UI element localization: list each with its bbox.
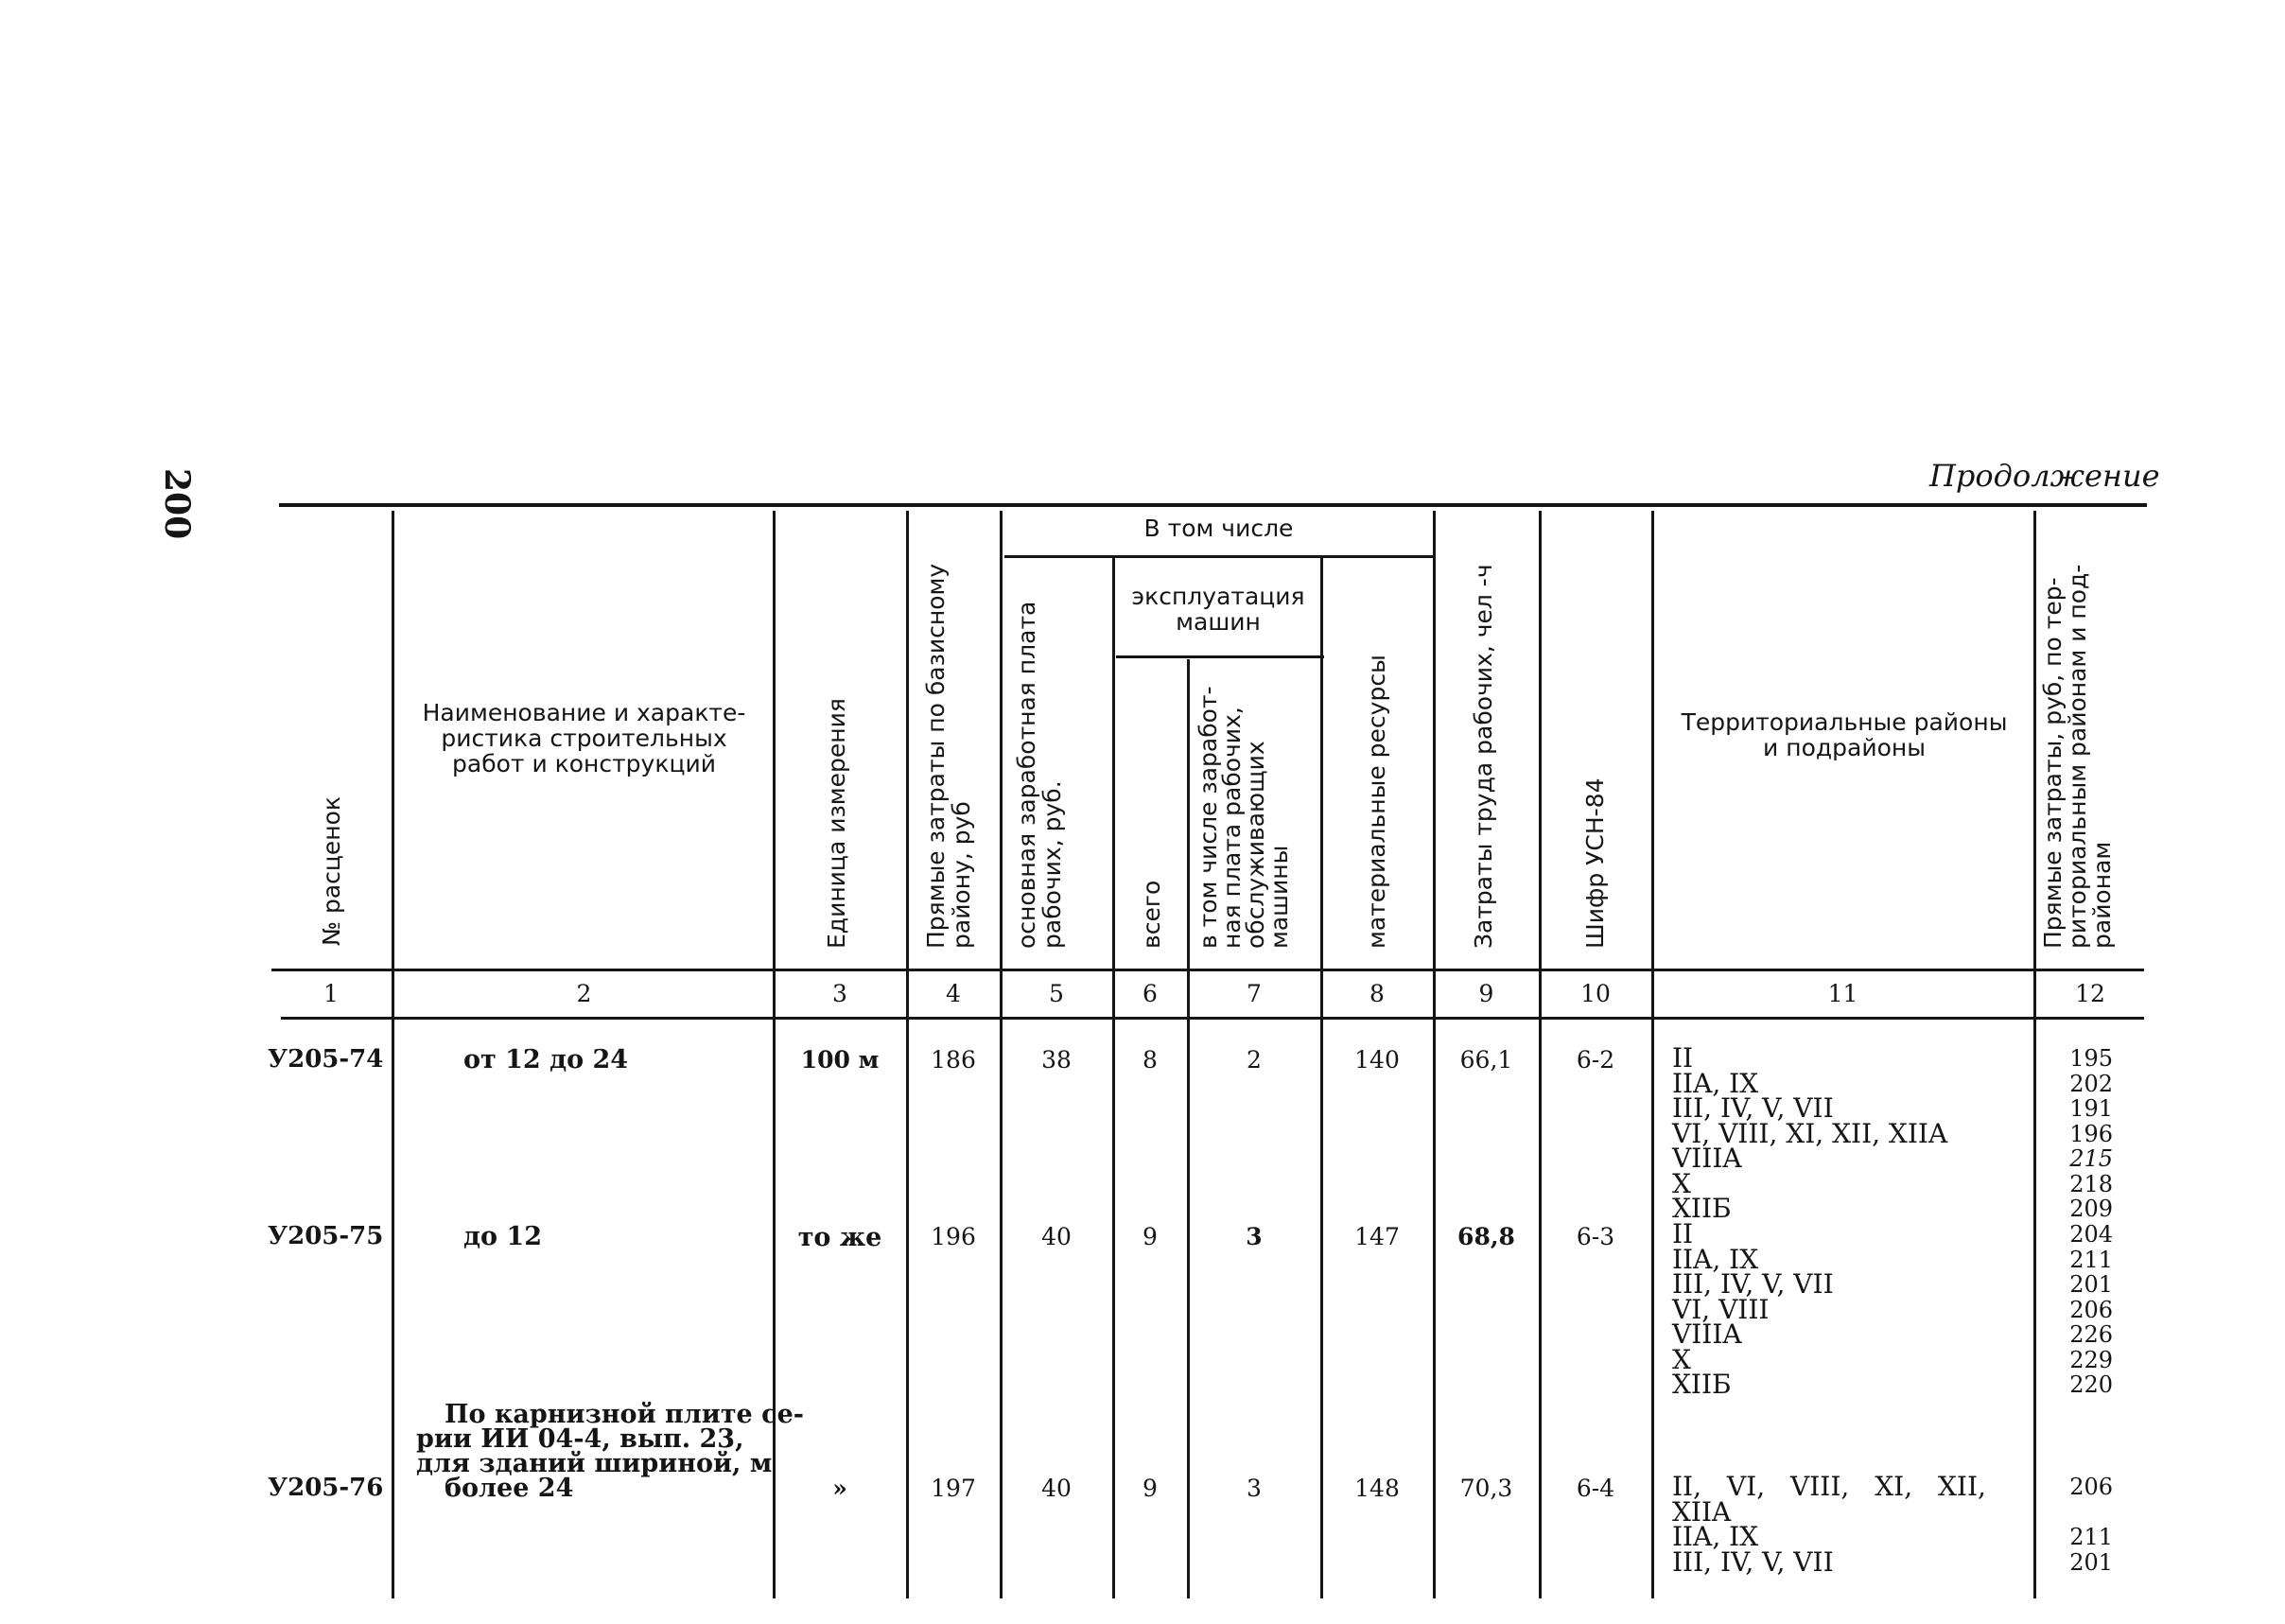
list-item: 220	[2069, 1371, 2113, 1398]
list-item: II	[1672, 1042, 1694, 1074]
row-wages: 40	[1041, 1475, 1072, 1502]
row-unit: 100 м	[800, 1046, 880, 1074]
header-machines-title: эксплуатация машин	[1131, 583, 1305, 636]
list-item: 226	[2069, 1321, 2113, 1348]
row-cipher: 6-4	[1576, 1475, 1615, 1502]
col-number-10: 10	[1580, 980, 1611, 1007]
row-unit: то же	[797, 1223, 882, 1252]
col-number-4: 4	[946, 980, 961, 1007]
col-divider-10	[1651, 511, 1654, 1598]
list-item: 209	[2069, 1196, 2113, 1222]
header-col10: Шифр УСН-84	[1581, 777, 1609, 949]
list-item: IIA, IX	[1672, 1243, 1759, 1275]
row-regions	[1672, 1042, 1948, 1224]
col-number-6: 6	[1142, 980, 1158, 1007]
col-number-7: 7	[1247, 980, 1262, 1007]
header-col5: основная заработная плата рабочих, руб.	[1013, 601, 1066, 949]
list-item: 218	[2069, 1170, 2113, 1197]
col-divider-5	[1112, 558, 1115, 1598]
list-item: III, IV, V, VII	[1672, 1268, 1834, 1300]
group-rule	[1004, 555, 1435, 558]
header-col8: материальные ресурсы	[1363, 655, 1390, 949]
continuation-label: Продолжение	[1929, 458, 2160, 494]
list-item: II, VI, VIII, XI, XII,	[1672, 1471, 1986, 1502]
list-item: III, IV, V, VII	[1672, 1092, 1834, 1124]
list-item: XIIБ	[1672, 1193, 1732, 1224]
row-materials: 148	[1354, 1475, 1400, 1502]
row-machines-wages: 3	[1246, 1223, 1263, 1250]
row-name: от 12 до 24	[463, 1045, 629, 1074]
col-divider-1	[392, 511, 394, 1598]
row-cipher: 6-2	[1576, 1046, 1615, 1074]
header-group-title: В том числе	[1143, 515, 1294, 542]
list-item: 211	[2069, 1246, 2113, 1273]
row-region-costs	[2043, 1475, 2113, 1575]
header-bottom-rule	[271, 969, 2144, 971]
row-materials: 140	[1354, 1046, 1400, 1074]
row-code: У205-76	[268, 1474, 384, 1502]
list-item: 191	[2069, 1095, 2113, 1122]
header-col6: всего	[1138, 880, 1165, 949]
list-item: VI, VIII, XI, XII, XIIA	[1672, 1117, 1948, 1149]
list-item: X	[1672, 1343, 1691, 1375]
row-direct-cost: 197	[931, 1475, 976, 1502]
row-direct-cost: 196	[931, 1223, 976, 1250]
list-item: 211	[2069, 1524, 2113, 1550]
header-col2: Наименование и характе- ристика строительных работ и конструкций	[422, 699, 746, 777]
row-direct-cost: 186	[931, 1046, 976, 1074]
row-name: По карнизной плите се- рии ИИ 04-4, вып. 23, для зданий шириной, м более 24	[416, 1400, 804, 1503]
header-col12: Прямые затраты, руб, по тер- риториальным районам и под- районам	[2039, 564, 2116, 949]
row-machines-total: 9	[1142, 1475, 1158, 1502]
header-col11: Территориальные районы и подрайоны	[1681, 708, 2008, 761]
col-number-12: 12	[2075, 980, 2105, 1007]
list-item: III, IV, V, VII	[1672, 1545, 1834, 1578]
list-item: XIIA	[1672, 1495, 1732, 1528]
col-number-5: 5	[1049, 980, 1064, 1007]
row-machines-total: 8	[1142, 1046, 1158, 1074]
list-item: 206	[2069, 1474, 2113, 1500]
list-item: II	[1672, 1218, 1694, 1249]
list-item: X	[1672, 1167, 1691, 1199]
row-cipher: 6-3	[1576, 1223, 1615, 1250]
row-unit: »	[832, 1475, 847, 1502]
list-item: VIIIA	[1672, 1318, 1742, 1350]
row-wages: 40	[1041, 1223, 1072, 1250]
list-item: XIIБ	[1672, 1369, 1732, 1400]
col-divider-7	[1320, 558, 1323, 1598]
machines-rule	[1116, 655, 1324, 658]
list-item: 195	[2069, 1045, 2113, 1072]
col-number-1: 1	[323, 980, 339, 1007]
row-code: У205-75	[268, 1222, 384, 1250]
list-item	[2043, 1500, 2113, 1526]
list-item: VI, VIII	[1672, 1293, 1770, 1325]
row-machines-wages: 2	[1247, 1046, 1262, 1074]
table-top-rule	[279, 503, 2147, 507]
header-col1: № расценок	[318, 795, 345, 946]
list-item: 201	[2069, 1271, 2113, 1298]
row-region-costs	[2043, 1222, 2113, 1398]
list-item: 202	[2069, 1070, 2113, 1097]
row-regions	[1672, 1471, 1986, 1578]
row-labor: 70,3	[1459, 1475, 1513, 1502]
list-item: IIA, IX	[1672, 1521, 1759, 1552]
row-labor: 66,1	[1459, 1046, 1513, 1074]
col-number-3: 3	[832, 980, 847, 1007]
header-col4: Прямые затраты по базисному району, руб	[922, 563, 975, 949]
col-number-8: 8	[1369, 980, 1385, 1007]
row-name: до 12	[463, 1222, 542, 1251]
list-item: 215	[2069, 1145, 2113, 1172]
row-machines-wages: 3	[1247, 1475, 1262, 1502]
list-item: 204	[2069, 1221, 2113, 1248]
page-number: 200	[157, 468, 197, 540]
list-item: 229	[2069, 1346, 2113, 1373]
numbers-bottom-rule	[281, 1017, 2144, 1020]
row-wages: 38	[1041, 1046, 1072, 1074]
row-machines-total: 9	[1142, 1223, 1158, 1250]
col-number-9: 9	[1478, 980, 1494, 1007]
row-code: У205-74	[268, 1045, 384, 1074]
col-divider-6	[1187, 659, 1190, 1598]
header-col9: Затраты труда рабочих, чел -ч	[1470, 564, 1497, 949]
list-item: VIIIA	[1672, 1143, 1742, 1174]
row-regions	[1672, 1218, 1834, 1400]
row-region-costs	[2043, 1046, 2113, 1222]
header-col3: Единица измерения	[823, 698, 850, 949]
col-divider-11	[2033, 511, 2036, 1598]
col-number-11: 11	[1827, 980, 1858, 1007]
list-item: 206	[2069, 1296, 2113, 1323]
list-item: 196	[2069, 1120, 2113, 1147]
row-labor: 68,8	[1457, 1223, 1515, 1250]
col-number-2: 2	[576, 980, 592, 1007]
list-item: IIA, IX	[1672, 1067, 1759, 1099]
list-item: 201	[2069, 1548, 2113, 1576]
row-materials: 147	[1354, 1223, 1400, 1250]
header-col7: в том числе зарабoт- ная плата рабочих, обслуживающих машины	[1195, 686, 1293, 949]
